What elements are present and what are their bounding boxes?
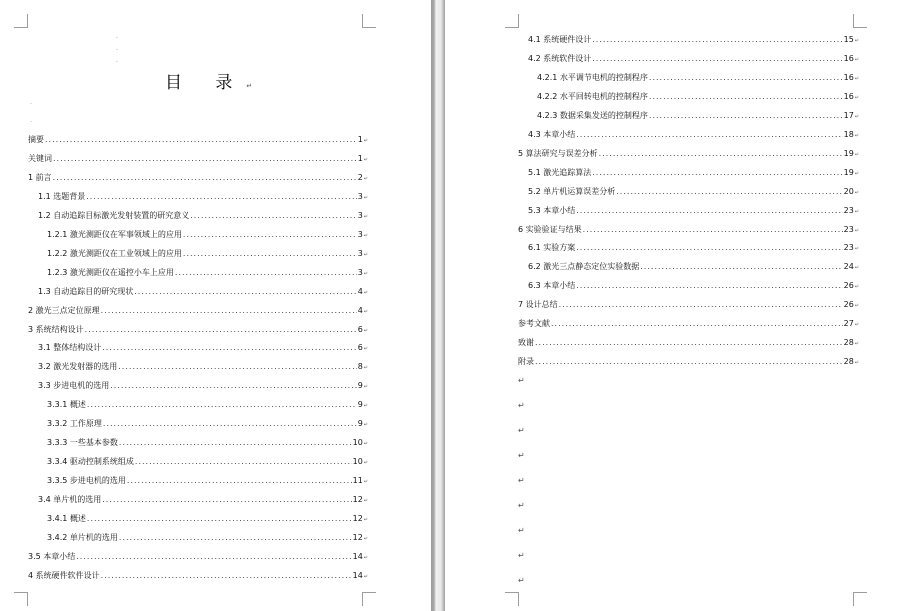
toc-entry-page-number: 19 ↵ (844, 147, 859, 162)
toc-entry[interactable] (47, 531, 368, 545)
toc-entry-label: 1.2.1 激光测距仪在军事领域上的应用 (47, 229, 182, 239)
toc-entry[interactable] (518, 223, 859, 237)
toc-entry[interactable] (28, 152, 368, 166)
toc-entry-page-number: 3 ↵ (358, 247, 368, 262)
toc-entry-page-number: 28 ↵ (844, 355, 859, 370)
toc-entry[interactable] (38, 493, 368, 507)
toc-entry-page-number: 2 ↵ (358, 171, 368, 186)
paragraph-mark: ↵ (518, 501, 525, 510)
toc-entry-label: 3.3.3 一些基本参数 (47, 438, 118, 448)
toc-entry-page-number: 14 ↵ (353, 550, 368, 565)
toc-entry-label: 2 激光三点定位原理 (28, 305, 100, 315)
toc-leader-dots (103, 417, 357, 431)
toc-entry-label: 5.3 本章小结 (528, 205, 576, 215)
toc-entry-label: 3 系统结构设计 (28, 324, 84, 334)
toc-entry-page-number: 19 ↵ (844, 166, 859, 181)
toc-entry-label: 6.2 激光三点静态定位实验数据 (528, 262, 640, 272)
toc-entry[interactable] (28, 569, 368, 583)
toc-entry-label: 4.2.3 数据采集发送的控制程序 (537, 110, 648, 120)
toc-entry[interactable] (47, 436, 368, 450)
toc-entry[interactable] (47, 474, 368, 488)
toc-entry-page-number: 16 ↵ (844, 52, 859, 67)
toc-leader-dots (592, 166, 842, 180)
paragraph-mark: ↵ (518, 476, 525, 485)
toc-leader-dots (110, 379, 356, 393)
toc-leader-dots (101, 304, 357, 318)
toc-entry[interactable] (47, 247, 368, 261)
toc-entry[interactable] (518, 317, 859, 331)
toc-entry-label: 4.2.2 水平回转电机的控制程序 (537, 91, 648, 101)
toc-entry-label: 3.2 激光发射器的选用 (38, 362, 118, 372)
paragraph-mark: · (116, 47, 118, 54)
toc-entry-label: 1.3 自动追踪目的研究现状 (38, 286, 134, 296)
toc-entry-page-number: 8 ↵ (358, 360, 368, 375)
toc-entry-label: 4.1 系统硬件设计 (528, 35, 592, 44)
toc-entry-label: 6 实验验证与结果 (518, 224, 582, 234)
toc-leader-dots (127, 474, 352, 488)
toc-leader-dots (102, 341, 356, 355)
crop-mark-bottom-right (362, 592, 376, 606)
toc-leader-dots (175, 266, 357, 280)
toc-entry-page-number: 10 ↵ (353, 436, 368, 451)
toc-entry[interactable] (28, 323, 368, 337)
toc-leader-dots (135, 455, 352, 469)
toc-leader-dots (592, 52, 842, 66)
toc-leader-dots (599, 147, 843, 161)
toc-entry-label: 3.1 整体结构设计 (38, 343, 102, 353)
toc-entry-label: 1.2.3 激光测距仪在遥控小车上应用 (47, 267, 174, 277)
toc-entry-page-number: 23 ↵ (844, 223, 859, 238)
toc-entry-label: 3.4.2 单片机的选用 (47, 532, 118, 542)
paragraph-mark: ↵ (518, 551, 525, 560)
paragraph-mark: · (116, 59, 118, 66)
toc-entry[interactable] (537, 90, 859, 104)
toc-entry-label: 1 前言 (28, 172, 52, 182)
toc-leader-dots (119, 436, 352, 450)
toc-entry[interactable] (28, 133, 368, 147)
toc-leader-dots (649, 90, 843, 104)
toc-entry[interactable] (38, 379, 368, 393)
toc-entry[interactable] (38, 209, 368, 223)
toc-entry-label: 3.3.5 步进电机的选用 (47, 476, 126, 486)
toc-entry-page-number: 4 ↵ (358, 304, 368, 319)
toc-leader-dots (640, 260, 842, 274)
toc-leader-dots (576, 128, 842, 142)
toc-entry-label: 3.3.4 驱动控制系统组成 (47, 457, 134, 467)
toc-entry-label: 5 算法研究与误差分析 (518, 148, 598, 158)
toc-entry-label: 4 系统硬件软件设计 (28, 570, 100, 580)
paragraph-mark: · (116, 35, 118, 42)
toc-leader-dots (183, 247, 357, 261)
toc-entry[interactable] (47, 228, 368, 242)
toc-leader-dots (535, 336, 843, 350)
toc-entry-page-number: 23 ↵ (844, 241, 859, 256)
toc-entry[interactable] (518, 336, 859, 350)
paragraph-mark: ↵ (518, 376, 525, 385)
toc-entry[interactable] (528, 260, 859, 274)
toc-entry-page-number: 14 ↵ (353, 569, 368, 584)
toc-entry-page-number: 16 ↵ (844, 90, 859, 105)
toc-leader-dots (592, 33, 842, 47)
toc-entry[interactable] (47, 266, 368, 280)
toc-entry-page-number: 17 ↵ (844, 109, 859, 124)
toc-entry-page-number: 1 ↵ (358, 133, 368, 148)
toc-entry[interactable] (528, 166, 859, 180)
toc-entry-page-number: 24 ↵ (844, 260, 859, 275)
toc-entry[interactable] (518, 355, 859, 369)
toc-leader-dots (85, 323, 357, 337)
toc-entry-label: 3.3.1 概述 (47, 400, 86, 410)
crop-mark-top-left (14, 14, 28, 28)
toc-entry[interactable] (28, 550, 368, 564)
toc-entry-page-number: 3 ↵ (358, 228, 368, 243)
toc-entry-label: 致谢 (518, 338, 534, 348)
paragraph-mark: · (30, 119, 32, 126)
toc-entry-page-number: 4 ↵ (358, 285, 368, 300)
toc-entry-label: 1.2.2 激光测距仪在工业领域上的应用 (47, 248, 182, 258)
toc-entry-page-number: 3 ↵ (358, 190, 368, 205)
toc-entry-label: 参考文献 (518, 319, 550, 329)
toc-entry-page-number: 9 ↵ (358, 398, 368, 413)
toc-entry[interactable] (528, 241, 859, 255)
toc-entry-page-number: 10 ↵ (353, 455, 368, 470)
toc-entry-page-number: 26 ↵ (844, 298, 859, 313)
toc-entry[interactable] (28, 171, 368, 185)
toc-entry-label: 1.2 自动追踪目标激光发射装置的研究意义 (38, 210, 190, 220)
toc-entry[interactable] (537, 71, 859, 85)
toc-entry-page-number: 9 ↵ (358, 379, 368, 394)
paragraph-mark: ↵ (518, 401, 525, 410)
toc-entry-page-number: 20 ↵ (844, 185, 859, 200)
toc-entry-page-number: 12 ↵ (353, 531, 368, 546)
toc-leader-dots (616, 185, 842, 199)
toc-entry-page-number: 12 ↵ (353, 493, 368, 508)
toc-entry[interactable] (528, 52, 859, 66)
paragraph-mark: · (30, 101, 32, 108)
page-gutter (431, 0, 445, 611)
toc-entry-label: 3.4.1 概述 (47, 514, 86, 523)
toc-entry-page-number: 23 ↵ (844, 204, 859, 219)
toc-entry-page-number: 26 ↵ (844, 279, 859, 294)
paragraph-mark: ↵ (518, 426, 525, 435)
toc-leader-dots (101, 569, 352, 583)
toc-entry-label: 附录 (518, 357, 534, 367)
toc-leader-dots (551, 317, 843, 331)
crop-mark-bottom-left (505, 592, 519, 606)
toc-entry-label: 1.1 选题背景 (38, 191, 86, 201)
toc-title: 目 录↵ (165, 73, 253, 93)
paragraph-mark: ↵ (518, 526, 525, 535)
toc-entry-label: 3.4 单片机的选用 (38, 495, 102, 505)
toc-entry[interactable] (47, 455, 368, 469)
toc-leader-dots (583, 223, 843, 237)
toc-entry-page-number: 3 ↵ (358, 266, 368, 281)
toc-leader-dots (45, 133, 357, 147)
toc-entry-label: 4.3 本章小结 (528, 129, 576, 139)
toc-entry-page-number: 9 ↵ (358, 417, 368, 432)
toc-entry-page-number: 6 ↵ (358, 341, 368, 356)
toc-leader-dots (53, 152, 357, 166)
toc-entry-page-number: 15 ↵ (844, 33, 859, 48)
toc-entry-label: 5.1 激光追踪算法 (528, 167, 592, 177)
toc-leader-dots (86, 190, 356, 204)
toc-entry-label: 关键词 (28, 153, 52, 163)
toc-entry-label: 3.5 本章小结 (28, 551, 76, 561)
toc-entry[interactable] (47, 512, 368, 526)
toc-leader-dots (576, 204, 842, 218)
toc-entry-label: 3.3 步进电机的选用 (38, 381, 110, 391)
toc-entry-page-number: 6 ↵ (358, 323, 368, 338)
toc-entry-page-number: 28 ↵ (844, 336, 859, 351)
toc-entry-page-number: 18 ↵ (844, 128, 859, 143)
paragraph-mark: ↵ (518, 451, 525, 460)
toc-leader-dots (183, 228, 357, 242)
toc-entry-page-number: 1 ↵ (358, 152, 368, 167)
toc-leader-dots (649, 109, 843, 123)
toc-entry[interactable] (518, 298, 859, 312)
toc-entry[interactable] (38, 285, 368, 299)
toc-entry-label: 6.1 实验方案 (528, 243, 576, 253)
toc-entry-label: 3.3.2 工作原理 (47, 419, 102, 429)
crop-mark-bottom-right (853, 592, 867, 606)
toc-leader-dots (559, 298, 843, 312)
toc-entry[interactable] (38, 341, 368, 355)
toc-entry-label: 6.3 本章小结 (528, 281, 576, 291)
toc-entry-label: 摘要 (28, 135, 44, 144)
toc-leader-dots (87, 398, 357, 412)
toc-leader-dots (190, 209, 356, 223)
toc-leader-dots (576, 241, 842, 255)
crop-mark-top-right (853, 14, 867, 28)
toc-entry[interactable] (38, 190, 368, 204)
toc-entry[interactable] (537, 109, 859, 123)
toc-entry[interactable] (528, 204, 859, 218)
toc-leader-dots (87, 512, 352, 526)
toc-entry-label: 7 设计总结 (518, 300, 558, 310)
toc-entry[interactable] (47, 417, 368, 431)
crop-mark-bottom-left (14, 592, 28, 606)
toc-entry[interactable] (47, 398, 368, 412)
toc-leader-dots (102, 493, 351, 507)
toc-entry-page-number: 16 ↵ (844, 71, 859, 86)
toc-leader-dots (535, 355, 843, 369)
toc-entry[interactable] (28, 304, 368, 318)
paragraph-mark: ↵ (518, 576, 525, 585)
toc-entry-page-number: 12 ↵ (353, 512, 368, 527)
toc-entry[interactable] (518, 147, 859, 161)
toc-entry[interactable] (528, 33, 859, 47)
toc-leader-dots (118, 360, 356, 374)
toc-leader-dots (119, 531, 352, 545)
toc-entry-page-number: 11 ↵ (353, 474, 368, 489)
toc-entry-page-number: 3 ↵ (358, 209, 368, 224)
toc-entry[interactable] (528, 128, 859, 142)
toc-leader-dots (576, 279, 842, 293)
toc-entry-label: 4.2.1 水平调节电机的控制程序 (537, 72, 648, 82)
toc-entry[interactable] (528, 185, 859, 199)
toc-entry[interactable] (528, 279, 859, 293)
toc-leader-dots (649, 71, 843, 85)
toc-entry[interactable] (38, 360, 368, 374)
toc-leader-dots (134, 285, 356, 299)
toc-leader-dots (76, 550, 351, 564)
page-right (445, 0, 897, 611)
page-left (0, 0, 431, 611)
toc-entry-label: 5.2 单片机运算误差分析 (528, 186, 616, 196)
toc-leader-dots (53, 171, 357, 185)
crop-mark-top-left (505, 14, 519, 28)
toc-entry-page-number: 27 ↵ (844, 317, 859, 332)
toc-entry-label: 4.2 系统软件设计 (528, 53, 592, 63)
crop-mark-top-right (362, 14, 376, 28)
